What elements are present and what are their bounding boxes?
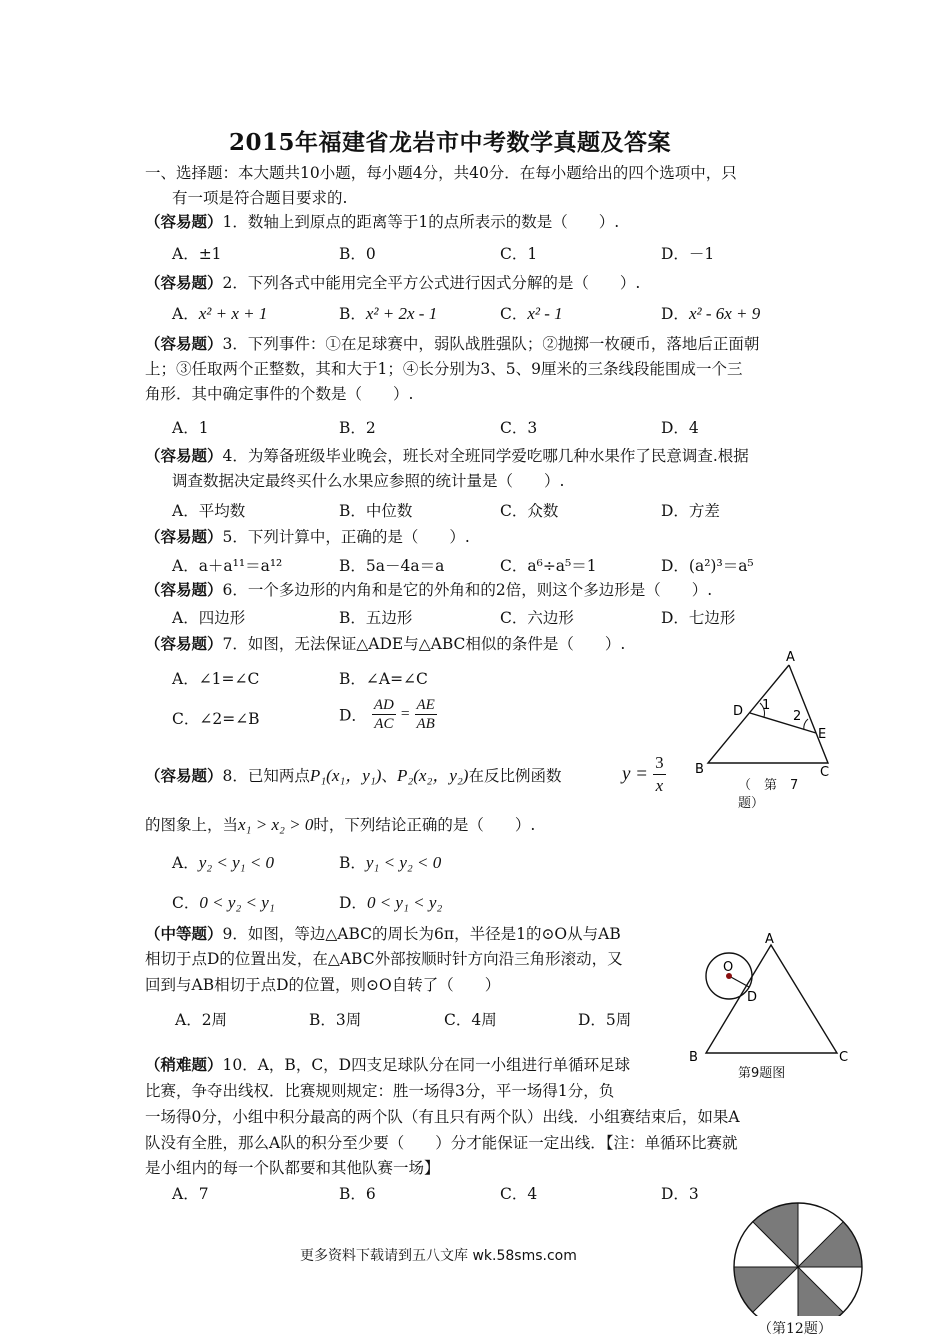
difficulty-tag: （容易题） [145, 634, 223, 653]
q8-option-b: B．y₁ < y₂ < 0 [339, 853, 442, 872]
q9-option-d: D．5周 [578, 1011, 632, 1029]
q8-option-c: C．0 < y₂ < y₁ [172, 893, 275, 912]
point-label-d: D [733, 704, 744, 719]
point-label-c: C [839, 1050, 849, 1065]
point-label-b: B [695, 762, 704, 777]
question-text: 2．下列各式中能用完全平方公式进行因式分解的是（ ）. [222, 274, 641, 292]
question-3-line1: （容易题）3．下列事件：①在足球赛中，弱队战胜强队；②抛掷一枚硬币，落地后正面朝 [145, 334, 760, 353]
q8-option-a: A．y₂ < y₁ < 0 [172, 853, 275, 872]
question-1 [145, 209, 619, 235]
section-heading-line2: 有一项是符合题目要求的. [172, 189, 348, 207]
question-8-line1: （容易题）8．已知两点P₁(x₁，y₁)、P₂(x₂，y₂)在反比例函数 [145, 766, 562, 785]
q2-option-b: B．x² + 2x - 1 [339, 304, 438, 323]
q2-option-d: D．x² - 6x + 9 [661, 304, 761, 323]
q3-option-d: D．4 [661, 419, 699, 437]
q1-option-a: A．±1 [172, 245, 222, 263]
question-3-line3: 角形．其中确定事件的个数是（ ）. [145, 385, 414, 403]
q6-option-b: B．五边形 [339, 609, 413, 627]
q2-option-a: A．x² + x + 1 [172, 304, 268, 323]
q1-option-c: C．1 [500, 245, 538, 263]
q6-option-a: A．四边形 [172, 609, 246, 627]
q4-option-b: B．中位数 [339, 502, 413, 520]
q9-caption: 第9题图 [738, 1066, 786, 1081]
q10-option-c: C．4 [500, 1185, 538, 1203]
q1-option-d: D．－1 [661, 245, 715, 263]
difficulty-tag: （容易题） [145, 580, 223, 599]
question-10-line3: 一场得0分，小组中积分最高的两个队（有且只有两个队）出线．小组赛结束后，如果A [145, 1108, 740, 1126]
q4-option-a: A．平均数 [172, 502, 246, 520]
q7-option-d: D． $\frac{AD}{AC}$ = $\frac{AE}{AB}$ [339, 697, 435, 732]
question-text: 1．数轴上到原点的距离等于1的点所表示的数是（ ）. [222, 213, 620, 231]
difficulty-tag: （容易题） [145, 212, 223, 231]
question-7: （容易题）7．如图，无法保证△ADE与△ABC相似的条件是（ ）. [145, 634, 626, 653]
point-label-b: B [689, 1050, 698, 1065]
q7-option-b: B．∠A=∠C [339, 670, 428, 688]
q9-option-c: C．4周 [444, 1011, 497, 1029]
q5-option-d: D．(a²)³＝a⁵ [661, 557, 754, 575]
q10-option-a: A．7 [172, 1185, 209, 1203]
section-heading-line1: 一、选择题：本大题共10小题，每小题4分，共40分．在每小题给出的四个选项中，只 [145, 164, 737, 182]
q8-function: y = $\frac{3}{x}$ [622, 753, 664, 795]
q9-option-b: B．3周 [309, 1011, 362, 1029]
question-5: （容易题）5．下列计算中，正确的是（ ）. [145, 527, 470, 546]
q9-option-a: A．2周 [175, 1011, 228, 1029]
q3-option-b: B．2 [339, 419, 376, 437]
difficulty-tag: （容易题） [145, 273, 223, 292]
q4-option-c: C．众数 [500, 502, 559, 520]
difficulty-tag: （稍难题） [145, 1055, 223, 1074]
question-4-line2: 调查数据决定最终买什么水果应参照的统计量是（ ）. [172, 472, 565, 490]
q7-option-c: C．∠2=∠B [172, 710, 260, 728]
question-9-line1: （中等题）9．如图，等边△ABC的周长为6π，半径是1的⊙O从与AB [145, 924, 621, 943]
difficulty-tag: （容易题） [145, 446, 223, 465]
difficulty-tag: （容易题） [145, 334, 223, 353]
q2-option-c: C．x² - 1 [500, 304, 563, 323]
question-6: （容易题）6．一个多边形的内角和是它的外角和的2倍，则这个多边形是（ ）. [145, 580, 713, 599]
q5-option-a: A．a＋a¹¹＝a¹² [172, 557, 283, 575]
angle-label-1: 1 [762, 698, 771, 713]
q10-option-b: B．6 [339, 1185, 376, 1203]
page-title: 2015年福建省龙岩市中考数学真题及答案 [229, 129, 672, 156]
q1-option-b: B．0 [339, 245, 376, 263]
point-label-d: D [747, 990, 758, 1005]
question-10-line1: （稍难题）10．A，B，C，D四支足球队分在同一小组进行单循环足球 [145, 1055, 631, 1074]
point-label-c: C [820, 765, 830, 780]
q5-option-b: B．5a－4a＝a [339, 557, 445, 575]
question-10-line5: 是小组内的每一个队都要和其他队赛一场】 [145, 1159, 440, 1177]
q9-triangle-circle-figure [685, 925, 860, 1085]
question-9-line3: 回到与AB相切于点D的位置，则⊙O自转了（ ） [145, 976, 501, 994]
question-2 [145, 270, 640, 296]
point-label-a: A [765, 932, 774, 947]
point-label-a: A [786, 650, 795, 665]
question-10-line4: 队没有全胜，那么A队的积分至少要（ ）分才能保证一定出线．【注：单循环比赛就 [145, 1134, 738, 1152]
q3-option-c: C．3 [500, 419, 538, 437]
q7-option-a: A．∠1=∠C [172, 670, 260, 688]
difficulty-tag: （容易题） [145, 766, 223, 785]
q3-option-a: A．1 [172, 419, 209, 437]
q5-option-c: C．a⁶÷a⁵＝1 [500, 557, 597, 575]
q6-option-c: C．六边形 [500, 609, 574, 627]
question-10-line2: 比赛，争夺出线权．比赛规则规定：胜一场得3分，平一场得1分，负 [145, 1082, 615, 1100]
q12-caption: （第12题） [758, 1321, 832, 1337]
point-label-e: E [818, 727, 827, 742]
q8-option-d: D．0 < y₁ < y₂ [339, 893, 443, 912]
footer-download-note: 更多资料下载请到五八文库 wk.58sms.com [300, 1248, 577, 1264]
question-4-line1: （容易题）4．为筹备班级毕业晚会，班长对全班同学爱吃哪几种水果作了民意调查.根据 [145, 446, 749, 465]
q12-spinner-figure [728, 1198, 868, 1316]
q4-option-d: D．方差 [661, 502, 720, 520]
q10-option-d: D．3 [661, 1185, 699, 1203]
difficulty-tag: （容易题） [145, 527, 223, 546]
q7-caption-line1: （ 第 7 [738, 778, 799, 793]
difficulty-tag: （中等题） [145, 924, 223, 943]
q6-option-d: D．七边形 [661, 609, 736, 627]
question-8-line2: 的图象上，当x₁ > x₂ > 0时，下列结论正确的是（ ）. [145, 815, 536, 834]
q7-caption-line2: 题） [738, 796, 765, 811]
angle-label-2: 2 [793, 709, 802, 724]
point-label-o: O [723, 960, 734, 975]
question-9-line2: 相切于点D的位置出发，在△ABC外部按顺时针方向沿三角形滚动，又 [145, 950, 623, 968]
question-3-line2: 上；③任取两个正整数，其和大于1；④长分别为3、5、9厘米的三条线段能围成一个三 [145, 360, 743, 378]
